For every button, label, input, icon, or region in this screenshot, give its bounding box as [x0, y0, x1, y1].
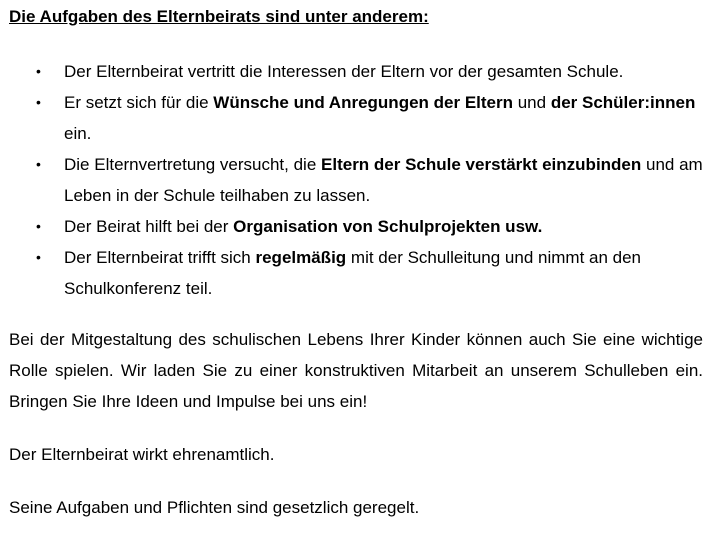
task-emphasis: Eltern der Schule verstärkt einzubinden: [321, 155, 642, 174]
bullet-icon: •: [36, 156, 41, 172]
task-emphasis: regelmäßig: [255, 248, 347, 267]
task-emphasis: Wünsche und Anregungen der Eltern: [213, 93, 513, 112]
task-text: und am Leben in der Schule teilhaben zu lassen.: [64, 155, 703, 205]
volunteer-paragraph: Der Elternbeirat wirkt ehrenamtlich.: [9, 445, 275, 464]
bullet-icon: •: [36, 249, 41, 265]
task-emphasis: der Schüler:innen: [550, 93, 696, 112]
intro-paragraph: Bei der Mitgestaltung des schulischen Lebens Ihrer Kinder können auch Sie eine wichtige Rolle spielen. Wir laden Sie zu einer konstruktiven Mitarbeit an unserem Schulleben ein. Bringen Sie Ihre Ideen und Impulse bei uns ein!: [9, 330, 703, 411]
document-body: [9, 6, 703, 523]
task-text: Die Elternvertretung versucht, die: [64, 155, 322, 174]
task-item: [9, 56, 703, 87]
task-text: Der Elternbeirat trifft sich: [64, 248, 256, 267]
task-list: [9, 56, 703, 304]
task-text: Der Elternbeirat vertritt die Interessen der Eltern vor der gesamten Schule.: [64, 62, 624, 81]
task-text: und: [513, 93, 551, 112]
task-item: [9, 87, 703, 149]
bullet-icon: •: [36, 63, 41, 79]
task-text: Er setzt sich für die: [64, 93, 214, 112]
bullet-icon: •: [36, 94, 41, 110]
section-heading: Die Aufgaben des Elternbeirats sind unter anderem:: [9, 7, 429, 26]
task-text: ein.: [64, 124, 92, 143]
task-emphasis: Organisation von Schulprojekten usw.: [233, 217, 543, 236]
task-text: Der Beirat hilft bei der: [64, 217, 234, 236]
task-item: [9, 242, 703, 304]
bullet-icon: •: [36, 218, 41, 234]
task-item: [9, 211, 703, 242]
task-item: [9, 149, 703, 211]
duties-paragraph: Seine Aufgaben und Pflichten sind gesetzlich geregelt.: [9, 498, 420, 517]
task-text: mit der Schulleitung und nimmt an den Schulkonferenz teil.: [64, 248, 642, 298]
